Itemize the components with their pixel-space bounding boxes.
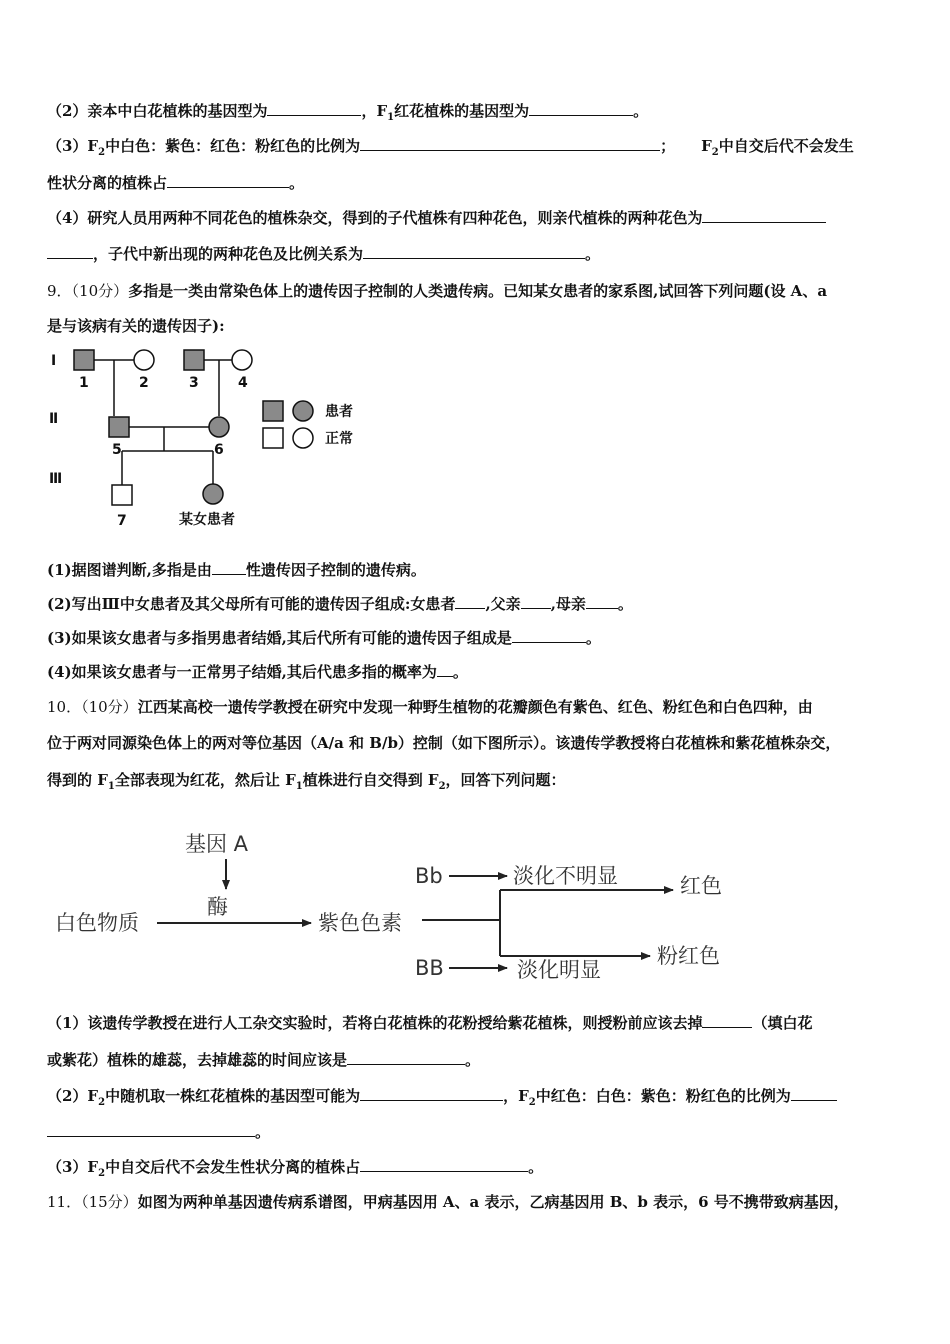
bb-lower-label: BB: [415, 956, 444, 980]
q8-part4-cont: ，子代中新出现的两种花色及比例关系为 。: [47, 244, 600, 264]
purple-pigment-label: 紫色色素: [318, 911, 402, 935]
q8-part2: （2）亲本中白花植株的基因型为 ，$F_1$红花植株的基因型为 。: [47, 102, 649, 123]
q10-sub2: $(2)F_2$中随机取一株红花植株的基因型可能为 ，$F_2$中红色：白色：紫色：粉红色的比例为: [47, 1086, 837, 1113]
legend-affected-female: [293, 401, 313, 421]
bb-upper-label: Bb: [415, 864, 443, 888]
pedigree-i2-normal-female: [134, 350, 154, 370]
pedigree-i3-affected-male: [184, 350, 204, 370]
pedigree-num-4: 4: [238, 375, 248, 391]
legend-affected-label: 患者: [325, 404, 353, 420]
q8-part3: $(3)F_2$中白色：紫色：红色：粉红色的比例为 ； $F_2$中自交后代不会发生: [47, 137, 854, 158]
fade-weak-label: 淡化不明显: [513, 864, 618, 888]
generation-label-2: Ⅱ: [49, 411, 59, 427]
gene-a-label: 基因 A: [185, 832, 249, 856]
pedigree-num-3: 3: [189, 375, 199, 391]
pedigree-chart: [45, 345, 375, 535]
q10-sub1: （1）该遗传学教授在进行人工杂交实验时，若将白花植株的花粉授给紫花植株，则授粉前应该去掉 （填白花: [47, 1014, 813, 1032]
q9-sub2: (2)写出Ⅲ中女患者及其父母所有可能的遗传因子组成:女患者 ,父亲 ,母亲 。: [47, 595, 633, 613]
q9-sub1: (1)据图谱判断,多指是由 性遗传因子控制的遗传病。: [47, 561, 426, 579]
q10-intro-cont: 位于两对同源染色体上的两对等位基因（A/a 和 B/b）控制（如下图所示）。该遗传学教授将白花植株和紫花植株杂交，: [47, 734, 841, 752]
pedigree-i1-affected-male: [74, 350, 94, 370]
legend-normal-female: [293, 428, 313, 448]
q10-sub1-cont: 或紫花）植株的雄蕊，去掉雄蕊的时间应该是 。: [47, 1051, 481, 1069]
pedigree-iii7-normal-male: [112, 485, 132, 505]
pathway-diagram: [45, 825, 765, 995]
q8-part4: （4）研究人员用两种不同花色的植株杂交，得到的子代植株有四种花色，则亲代植株的两种花色为: [47, 208, 826, 228]
pedigree-proband-label: 某女患者: [179, 512, 235, 528]
q8-part3-cont: 性状分离的植株占 。: [47, 174, 305, 192]
legend-normal-label: 正常: [325, 431, 353, 447]
pedigree-proband-female: [203, 484, 223, 504]
pedigree-ii6-affected-female: [209, 417, 229, 437]
pink-label: 粉红色: [657, 944, 720, 968]
pedigree-num-7: 7: [117, 513, 127, 529]
pedigree-num-5: 5: [112, 442, 122, 458]
generation-label-3: Ⅲ: [49, 471, 63, 487]
q10-intro-cont2: 得到的 $F_1$全部表现为红花，然后让 $F_1$植株进行自交得到 $F_2$，回答下列问题：: [47, 771, 566, 792]
white-substance-label: 白色物质: [55, 911, 139, 935]
generation-label-1: Ⅰ: [51, 353, 57, 369]
pedigree-num-6: 6: [214, 442, 224, 458]
pedigree-num-1: 1: [79, 375, 89, 391]
q10-sub3: $(3)F_2$中自交后代不会发生性状分离的植株占 。: [47, 1158, 544, 1179]
q9-intro-cont: 是与该病有关的遗传因子):: [47, 317, 225, 335]
q11-intro: 11．（15分）如图为两种单基因遗传病系谱图，甲病基因用 A、a 表示，乙病基因用 B、b 表示，6 号不携带致病基因，: [47, 1193, 849, 1211]
legend-affected-male: [263, 401, 283, 421]
fade-strong-label: 淡化明显: [517, 958, 601, 982]
pedigree-ii5-affected-male: [109, 417, 129, 437]
pedigree-i4-normal-female: [232, 350, 252, 370]
legend-normal-male: [263, 428, 283, 448]
pedigree-num-2: 2: [139, 375, 149, 391]
q9-sub3: (3)如果该女患者与多指男患者结婚,其后代所有可能的遗传因子组成是 。: [47, 629, 601, 647]
enzyme-label: 酶: [207, 895, 228, 919]
q10-sub2-cont: 。: [47, 1122, 270, 1142]
q9-intro: 9．（10分）多指是一类由常染色体上的遗传因子控制的人类遗传病。已知某女患者的家系图,试回答下列问题(设 A、a: [47, 282, 828, 300]
red-label: 红色: [680, 874, 722, 898]
q10-intro: 10．（10分）江西某高校一遗传学教授在研究中发现一种野生植物的花瓣颜色有紫色、红色、粉红色和白色四种，由: [47, 698, 813, 716]
q9-sub4: (4)如果该女患者与一正常男子结婚,其后代患多指的概率为 。: [47, 663, 468, 681]
